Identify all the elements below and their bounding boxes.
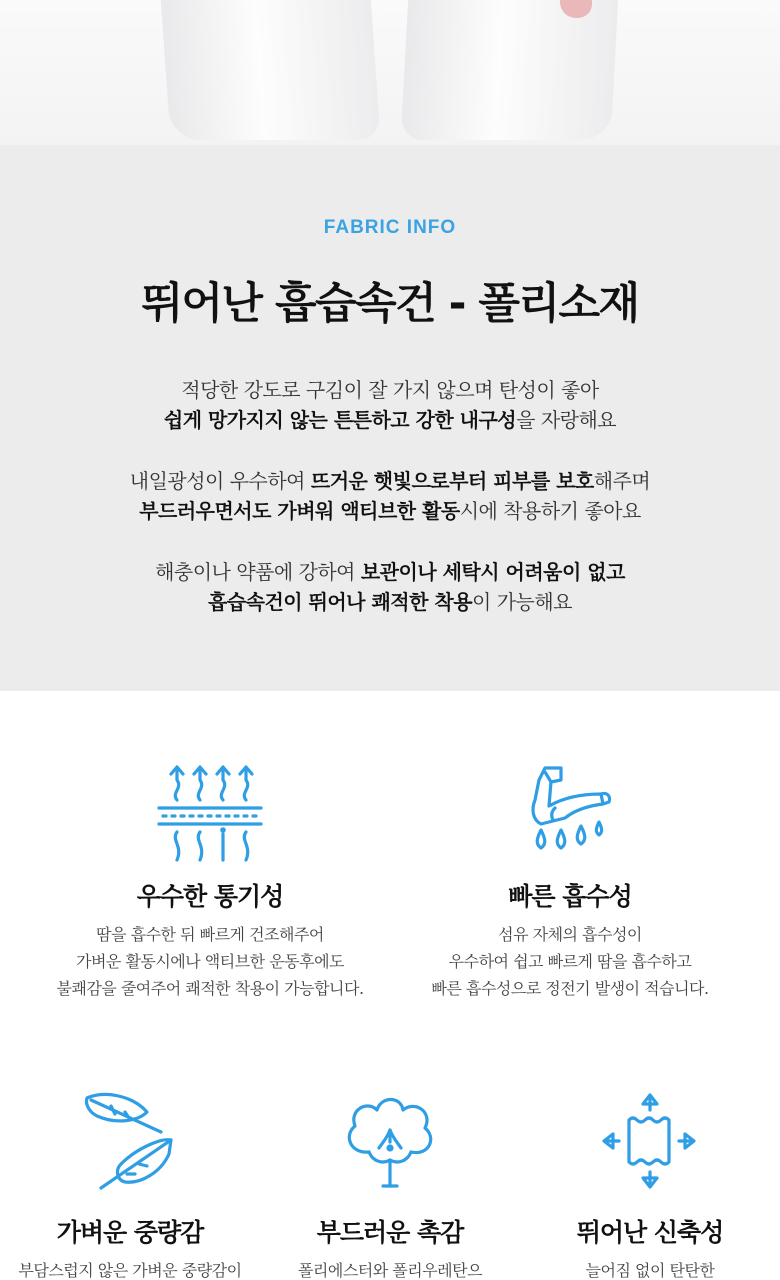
description-paragraph-1 (0, 375, 780, 435)
description-line: 늘어짐 없이 탄탄한 (585, 1261, 715, 1280)
feature-description (260, 1257, 520, 1280)
model-leg-left (159, 0, 380, 140)
plain-text: 해주며 (593, 469, 651, 493)
description-line: 폴리에스터와 폴리우레탄으 (297, 1261, 483, 1280)
description-line: 빠른 흡수성으로 정전기 발생이 적습니다. (431, 979, 709, 998)
plain-text: 내일광성이 우수하여 (129, 469, 311, 493)
feature-title: 가벼운 중량감 (56, 1218, 204, 1247)
cotton-icon (335, 1088, 445, 1193)
feature-soft (260, 1088, 520, 1280)
arm-sweat-icon (515, 760, 625, 865)
feature-title: 뛰어난 신축성 (576, 1218, 724, 1247)
description-paragraph-3 (0, 557, 780, 617)
description-line: 부담스럽지 않은 가벼운 중량감이 (18, 1261, 242, 1280)
emphasis-text: 쉽게 망가지지 않는 튼튼하고 강한 내구성 (163, 408, 517, 432)
fabric-info-section (0, 145, 780, 691)
plain-text: 을 자랑해요 (516, 408, 617, 432)
feature-description (520, 1257, 780, 1280)
paragraph-line (0, 466, 780, 496)
emphasis-text: 부드러우면서도 가벼워 액티브한 활동 (139, 499, 460, 523)
fabric-info-eyebrow: FABRIC INFO (323, 217, 457, 238)
fabric-info-title: 뛰어난 흡습속건 - 폴리소재 (141, 279, 639, 329)
feature-description (30, 921, 390, 1002)
feature-description (390, 921, 750, 1002)
feature-title: 우수한 통기성 (136, 882, 284, 911)
paragraph-line: 적당한 강도로 구김이 잘 가지 않으며 탄성이 좋아 (181, 378, 599, 402)
paragraph-line (0, 587, 780, 617)
description-line: 땀을 흡수한 뒤 빠르게 건조해주어 (96, 925, 324, 944)
feature-description (0, 1257, 260, 1280)
feather-icon (75, 1088, 185, 1193)
model-leg-right (401, 0, 619, 140)
paragraph-line (0, 405, 780, 435)
paragraph-line (0, 557, 780, 587)
stretch-icon (595, 1088, 705, 1193)
description-line: 가벼운 활동시에나 액티브한 운동후에도 (75, 952, 344, 971)
feature-breathable (30, 760, 390, 1002)
breathable-icon (155, 760, 265, 865)
feature-lightweight (0, 1088, 260, 1280)
plain-text: 시에 착용하기 좋아요 (459, 499, 641, 523)
hero-photo (0, 0, 780, 145)
emphasis-text: 보관이나 세탁시 어려움이 없고 (360, 560, 625, 584)
description-line: 불쾌감을 줄여주어 쾌적한 착용이 가능합니다. (56, 979, 364, 998)
feature-title: 부드러운 촉감 (316, 1218, 464, 1247)
emphasis-text: 뜨거운 햇빛으로부터 피부를 보호 (310, 469, 594, 493)
feature-stretch (520, 1088, 780, 1280)
description-paragraph-2 (0, 466, 780, 526)
feature-title: 빠른 흡수성 (508, 882, 632, 911)
description-line: 섬유 자체의 흡수성이 (498, 925, 642, 944)
feature-absorbent (390, 760, 750, 1002)
paragraph-line (0, 496, 780, 526)
description-line: 우수하여 쉽고 빠르게 땀을 흡수하고 (448, 952, 692, 971)
plain-text: 이 가능해요 (472, 590, 573, 614)
plain-text: 해충이나 약품에 강하여 (155, 560, 361, 584)
emphasis-text: 흡습속건이 뛰어나 쾌적한 착용 (207, 590, 473, 614)
